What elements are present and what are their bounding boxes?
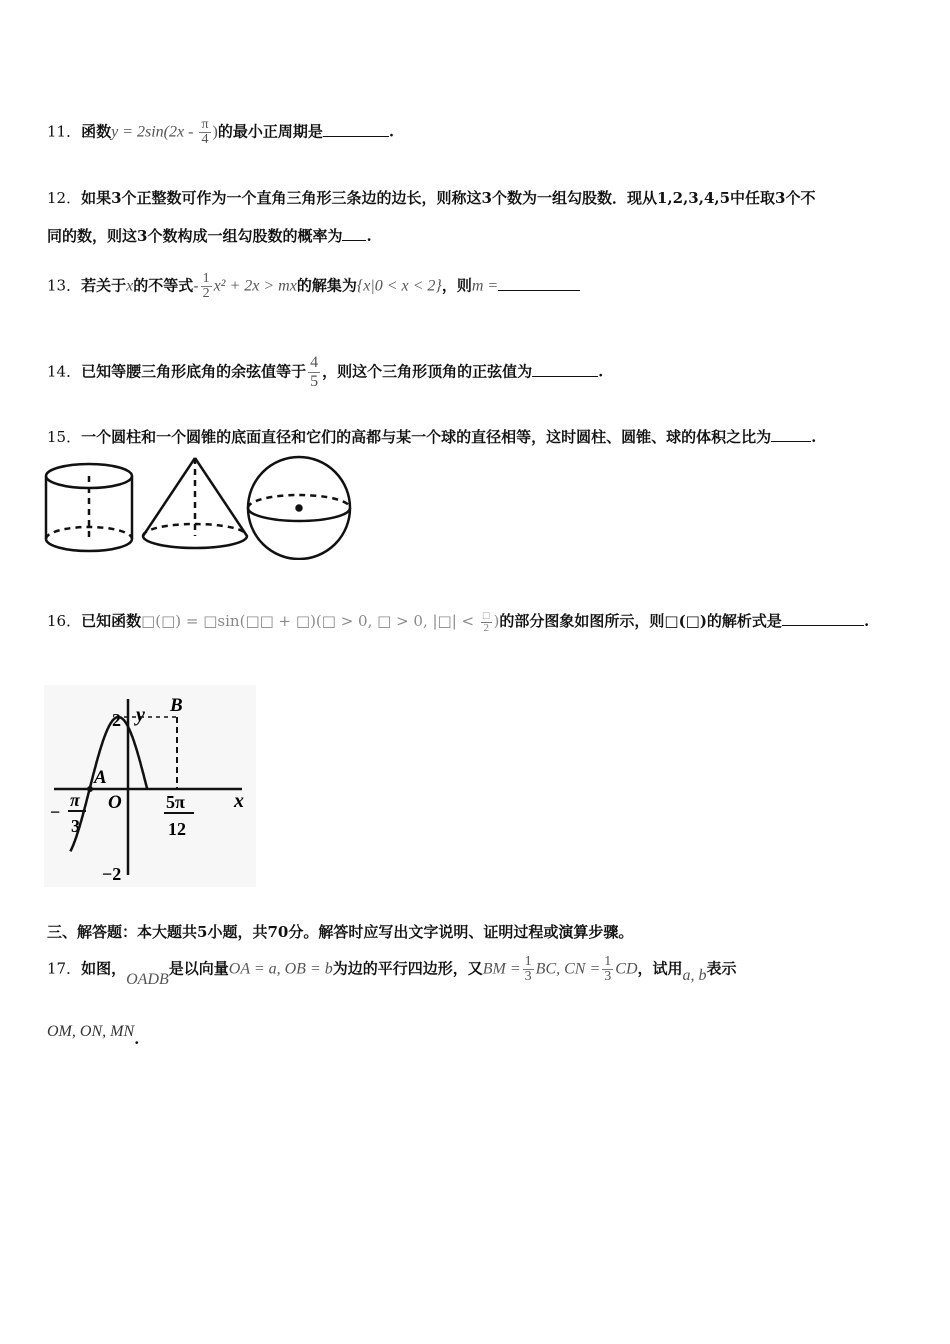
cylinder (46, 464, 132, 551)
answer-blank[interactable] (782, 611, 864, 626)
fraction: $\frac{1}{3}$ (604, 954, 612, 984)
right-tick-denominator: 12 (168, 819, 186, 839)
question-text: 的最小正周期是 (217, 122, 323, 141)
y-axis-label: y (136, 704, 145, 726)
answer-blank[interactable] (498, 276, 580, 291)
sphere (248, 457, 350, 559)
question-17-line2: OM, ON, MN. (47, 1023, 140, 1048)
question-number: 11． (47, 122, 82, 141)
formula: x² + 2x > mx (213, 277, 297, 295)
question-text: 同的数，则这3个数构成一组勾股数的概率为 (47, 227, 343, 245)
x-axis-label: x (234, 790, 244, 812)
question-12 (47, 187, 815, 208)
answer-blank[interactable] (323, 122, 389, 137)
question-text: 函数 (81, 122, 112, 141)
answer-blank[interactable] (771, 427, 811, 442)
solution-set: {x|0 < x < 2} (356, 277, 442, 295)
fraction: $\frac{1}{3}$ (524, 954, 532, 984)
point-a (87, 786, 93, 792)
point-b-label: B (170, 695, 183, 716)
fraction: $\frac{4}{5}$ (310, 354, 319, 390)
question-12-line2: 同的数，则这3个数构成一组勾股数的概率为 . (47, 227, 372, 245)
question-13: 13．若关于x的不等式- $\frac{1}{2}$ x² + 2x > mx的解集为{x|0 < x < 2}，则m = (47, 272, 580, 301)
formula: □(□) = □sin(□□ + □)(□ > 0, □ > 0, |□| < (141, 612, 479, 630)
point-a-label: A (94, 767, 107, 788)
question-number: 15． (47, 428, 82, 446)
fraction: $\frac{1}{2}$ (202, 271, 210, 301)
question-number: 12． (47, 189, 82, 207)
left-tick-numerator: π (70, 790, 80, 810)
vectors-to-express: OM, ON, MN (47, 1023, 135, 1040)
y-max-label: 2 (112, 710, 121, 730)
question-15: 15．一个圆柱和一个圆锥的底面直径和它们的高都与某一个球的直径相等，这时圆柱、圆锥、球的体积之比为 . (47, 428, 817, 446)
cone (143, 458, 247, 548)
question-17: 17．如图，OADB是以向量OA = a, OB = b为边的平行四边形，又BM = $\frac{1}{3}$ BC, CN = $\frac{1}{3}$ CD，试用a, b表示 (47, 954, 737, 988)
question-text: 一个圆柱和一个圆锥的底面直径和它们的高都与某一个球的直径相等，这时圆柱、圆锥、球的体积之比为 (81, 428, 772, 446)
fraction: $\frac{\pi}{4}$ (201, 117, 209, 147)
fraction: $\frac{□}{2}$ (482, 609, 490, 634)
left-tick-denominator: 3 (71, 816, 80, 836)
question-number: 17． (47, 959, 82, 978)
vector-def: OA = a, OB = b (228, 960, 333, 978)
formula: y = 2sin(2x - (111, 123, 198, 141)
right-tick-numerator: 5π (166, 792, 185, 812)
function-graph (44, 685, 256, 887)
question-number: 14． (47, 362, 82, 381)
origin-label: O (108, 792, 122, 813)
parallelogram-name: OADB (126, 970, 169, 988)
question-16: 16．已知函数□(□) = □sin(□□ + □)(□ > 0, □ > 0, |□| < $\frac{□}{2}$ )的部分图象如图所示，则□(□)的解析式是 . (47, 609, 870, 634)
y-min-label: −2 (102, 864, 122, 884)
left-tick-sign: − (50, 802, 61, 822)
answer-blank[interactable] (342, 226, 366, 241)
question-text: 如果3个正整数可作为一个直角三角形三条边的边长，则称这3个数为一组勾股数．现从1,2,3,4,5中任取3个不 (81, 189, 816, 207)
question-number: 13． (47, 276, 82, 295)
answer-blank[interactable] (532, 362, 598, 377)
question-number: 16． (47, 612, 82, 630)
question-14: 14．已知等腰三角形底角的余弦值等于 $\frac{4}{5}$ ，则这个三角形顶角的正弦值为 . (47, 354, 604, 390)
section-heading: 三、解答题：本大题共5小题，共70分。解答时应写出文字说明、证明过程或演算步骤。 (47, 923, 634, 941)
question-11: 11．函数y = 2sin(2x - $\frac{\pi}{4}$ )的最小正周期是 . (47, 117, 395, 147)
solids-figure (40, 452, 360, 560)
